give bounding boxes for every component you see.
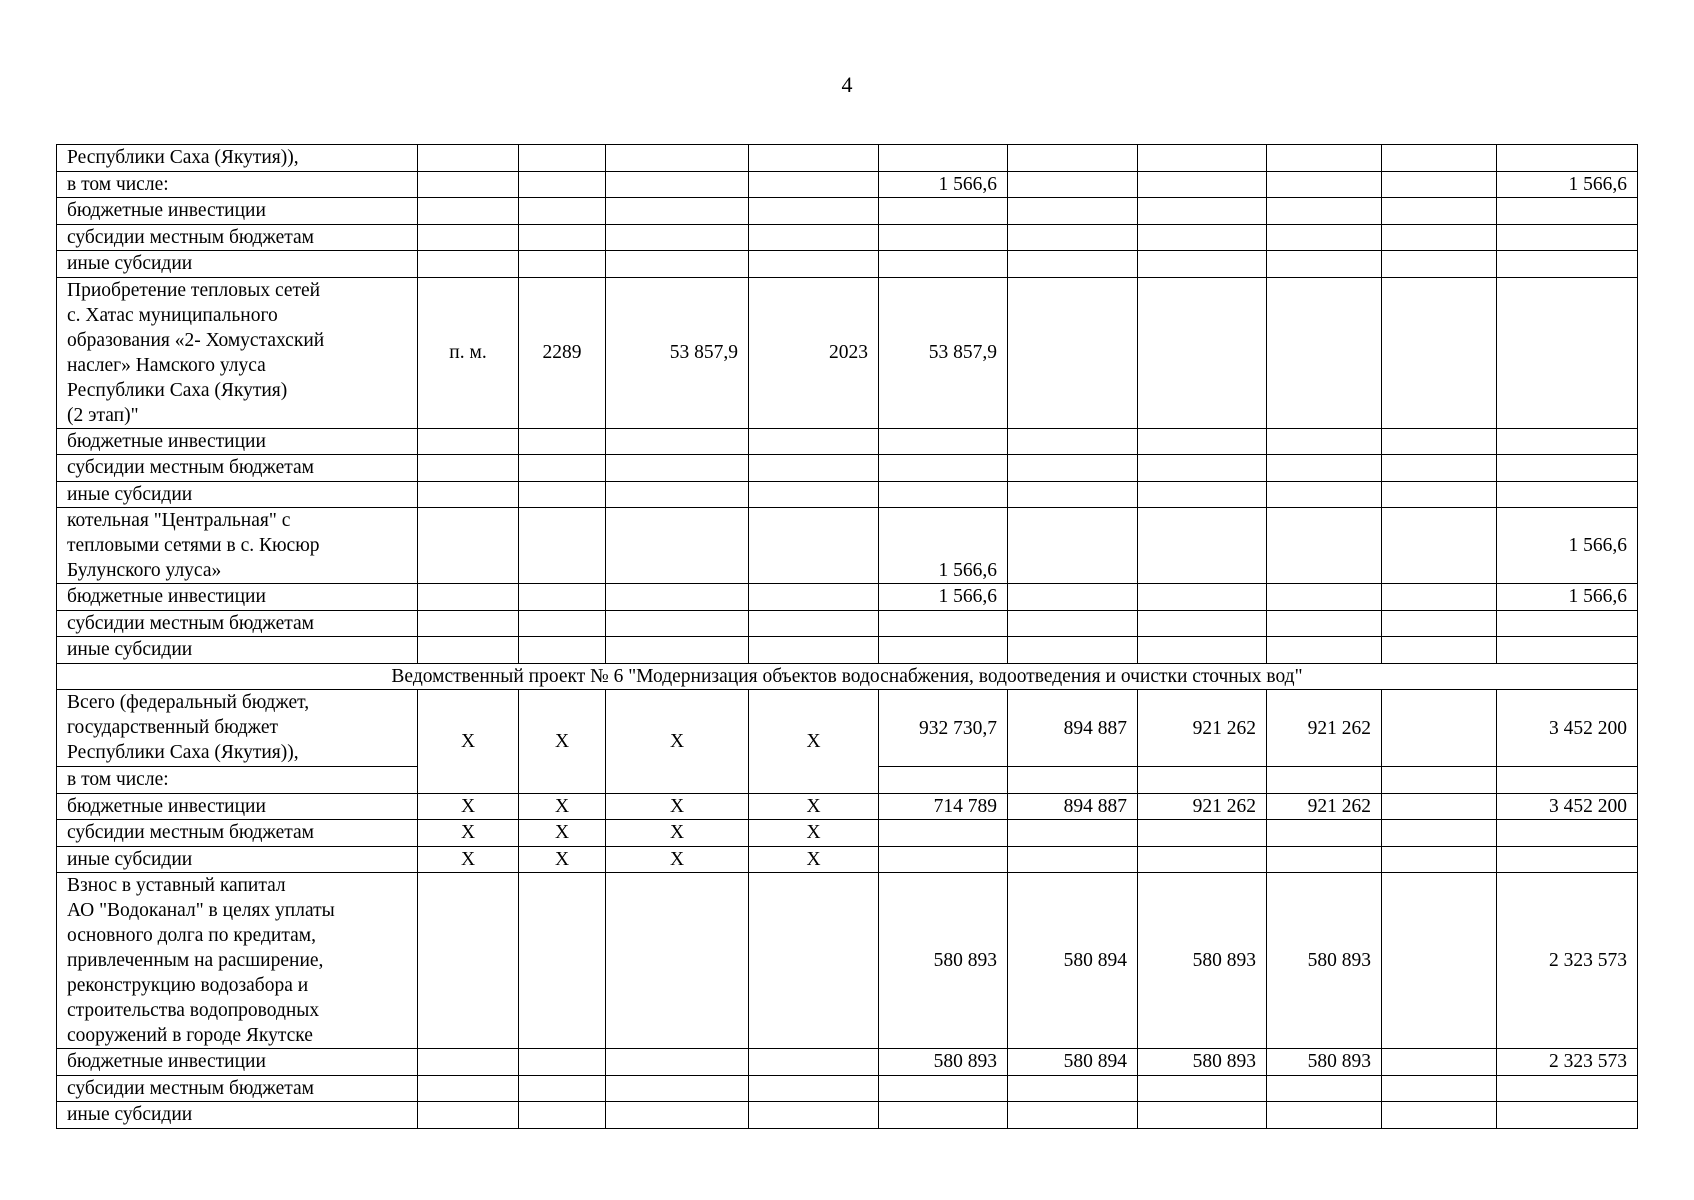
row-cell-c6: 894 887	[1008, 793, 1138, 820]
row-cell-c1	[418, 508, 519, 584]
row-label: субсидии местным бюджетам	[57, 610, 418, 637]
table-row	[57, 584, 1638, 611]
row-cell-c2: Х	[519, 820, 606, 847]
row-cell-c1	[418, 198, 519, 225]
row-cell-c5: 580 893	[879, 1049, 1008, 1076]
row-cell-c10	[1497, 610, 1638, 637]
row-label: иные субсидии	[57, 846, 418, 873]
row-label: иные субсидии	[57, 1102, 418, 1129]
row-label: иные субсидии	[57, 637, 418, 664]
row-cell-c5	[879, 251, 1008, 278]
row-cell-c1: п. м.	[418, 277, 519, 428]
row-cell-c8: 580 893	[1267, 1049, 1382, 1076]
row-cell-c8	[1267, 251, 1382, 278]
row-cell-c9	[1382, 171, 1497, 198]
row-cell-c9	[1382, 584, 1497, 611]
row-cell-c6	[1008, 846, 1138, 873]
table-row	[57, 610, 1638, 637]
row-label: котельная "Центральная" с тепловыми сетями в с. Кюсюр Булунского улуса»	[57, 508, 418, 584]
row-label: бюджетные инвестиции	[57, 198, 418, 225]
row-cell-c6: 580 894	[1008, 1049, 1138, 1076]
row-cell-c4	[749, 224, 879, 251]
row-cell-c4	[749, 428, 879, 455]
section-header-body	[57, 663, 1638, 690]
row-cell-c9	[1382, 1102, 1497, 1129]
row-cell-c4	[749, 145, 879, 172]
row-cell-c7	[1138, 820, 1267, 847]
row-cell-c3	[606, 455, 749, 482]
row-cell-c6: 580 894	[1008, 873, 1138, 1049]
row-cell-c7	[1138, 428, 1267, 455]
row-cell-c8	[1267, 428, 1382, 455]
row-label: бюджетные инвестиции	[57, 1049, 418, 1076]
row-cell-c5	[879, 820, 1008, 847]
row-cell-c1: Х	[418, 820, 519, 847]
row-cell-c1	[418, 251, 519, 278]
row-label: иные субсидии	[57, 251, 418, 278]
row-cell-c9	[1382, 277, 1497, 428]
row-cell-c3	[606, 584, 749, 611]
row-cell-c5	[879, 1102, 1008, 1129]
table-row	[57, 455, 1638, 482]
row-cell-c7	[1138, 1102, 1267, 1129]
row-label: бюджетные инвестиции	[57, 428, 418, 455]
row-cell-c4	[749, 637, 879, 664]
row-cell-c4	[749, 481, 879, 508]
row-cell-c8	[1267, 508, 1382, 584]
row-cell-c9	[1382, 145, 1497, 172]
total-row	[57, 690, 1638, 767]
row-cell-c10	[1497, 637, 1638, 664]
row-cell-c6	[1008, 1075, 1138, 1102]
row-cell-c1	[418, 145, 519, 172]
row-cell-c4	[749, 171, 879, 198]
row-cell-c4	[749, 455, 879, 482]
table-row	[57, 224, 1638, 251]
row-cell-c10: 1 566,6	[1497, 584, 1638, 611]
row-cell-c3	[606, 145, 749, 172]
row-cell-c4	[749, 1049, 879, 1076]
table-row	[57, 171, 1638, 198]
row-cell-c8	[1267, 224, 1382, 251]
row-cell-c4	[749, 873, 879, 1049]
row-cell-c6	[1008, 277, 1138, 428]
row-cell-c9	[1382, 198, 1497, 225]
row-cell-c6	[1008, 610, 1138, 637]
table-row	[57, 793, 1638, 820]
row-cell-c9	[1382, 508, 1497, 584]
row-cell-c2	[519, 873, 606, 1049]
page-number: 4	[841, 72, 853, 97]
row-cell-c9	[1382, 1049, 1497, 1076]
row-cell-c4	[749, 1075, 879, 1102]
total-c7: 921 262	[1138, 690, 1267, 767]
row-cell-c2	[519, 637, 606, 664]
row-cell-c2	[519, 224, 606, 251]
row-cell-c5	[879, 428, 1008, 455]
total-block	[57, 690, 1638, 794]
row-cell-c3: Х	[606, 793, 749, 820]
row-cell-c2	[519, 610, 606, 637]
row-label: бюджетные инвестиции	[57, 584, 418, 611]
row-cell-c1	[418, 171, 519, 198]
row-cell-c3	[606, 171, 749, 198]
table-row	[57, 277, 1638, 428]
table-row	[57, 846, 1638, 873]
row-cell-c5: 1 566,6	[879, 584, 1008, 611]
row-cell-c6	[1008, 584, 1138, 611]
empty-cell	[1497, 767, 1638, 794]
row-cell-c9	[1382, 224, 1497, 251]
row-cell-c2	[519, 1075, 606, 1102]
row-cell-c3	[606, 1049, 749, 1076]
row-cell-c1	[418, 481, 519, 508]
row-label: субсидии местным бюджетам	[57, 1075, 418, 1102]
row-label: Республики Саха (Якутия)),	[57, 145, 418, 172]
empty-cell	[1267, 767, 1382, 794]
row-cell-c5: 714 789	[879, 793, 1008, 820]
row-cell-c8	[1267, 455, 1382, 482]
row-cell-c2	[519, 198, 606, 225]
row-cell-c1	[418, 1102, 519, 1129]
row-cell-c1	[418, 455, 519, 482]
row-cell-c5	[879, 637, 1008, 664]
total-x2: Х	[519, 690, 606, 794]
row-cell-c1	[418, 584, 519, 611]
row-label: в том числе:	[57, 171, 418, 198]
row-label: Приобретение тепловых сетей с. Хатас муниципального образования «2- Хомустахский наслег» Намского улуса Республики Саха (Якутия) (2 этап)"	[57, 277, 418, 428]
row-cell-c7	[1138, 251, 1267, 278]
row-cell-c7	[1138, 846, 1267, 873]
row-cell-c4	[749, 251, 879, 278]
table-row	[57, 1075, 1638, 1102]
row-cell-c3	[606, 637, 749, 664]
row-cell-c2	[519, 508, 606, 584]
total-x4: Х	[749, 690, 879, 794]
row-cell-c3	[606, 428, 749, 455]
table-row	[57, 481, 1638, 508]
row-cell-c1	[418, 637, 519, 664]
table-row	[57, 637, 1638, 664]
empty-cell	[1382, 767, 1497, 794]
total-sub-name: в том числе:	[57, 767, 418, 794]
row-cell-c4	[749, 610, 879, 637]
section-header: Ведомственный проект № 6 "Модернизация объектов водоснабжения, водоотведения и очистки сточных вод"	[57, 663, 1638, 690]
row-cell-c9	[1382, 610, 1497, 637]
row-cell-c8	[1267, 637, 1382, 664]
row-cell-c8	[1267, 277, 1382, 428]
row-cell-c10	[1497, 820, 1638, 847]
row-cell-c10	[1497, 846, 1638, 873]
row-cell-c2	[519, 1102, 606, 1129]
row-cell-c9	[1382, 251, 1497, 278]
row-cell-c4: 2023	[749, 277, 879, 428]
row-cell-c8	[1267, 610, 1382, 637]
row-cell-c5	[879, 846, 1008, 873]
total-x1: Х	[418, 690, 519, 794]
row-cell-c7	[1138, 1075, 1267, 1102]
row-cell-c2	[519, 481, 606, 508]
row-cell-c3: Х	[606, 846, 749, 873]
row-cell-c5: 1 566,6	[879, 171, 1008, 198]
row-cell-c7: 580 893	[1138, 1049, 1267, 1076]
row-cell-c5	[879, 145, 1008, 172]
row-cell-c6	[1008, 1102, 1138, 1129]
row-cell-c10: 1 566,6	[1497, 171, 1638, 198]
row-cell-c7	[1138, 171, 1267, 198]
empty-cell	[1138, 767, 1267, 794]
row-cell-c5	[879, 455, 1008, 482]
total-c10: 3 452 200	[1497, 690, 1638, 767]
row-cell-c4: Х	[749, 820, 879, 847]
row-cell-c10: 1 566,6	[1497, 508, 1638, 584]
total-c8: 921 262	[1267, 690, 1382, 767]
row-label: субсидии местным бюджетам	[57, 820, 418, 847]
table-row	[57, 251, 1638, 278]
row-cell-c4	[749, 584, 879, 611]
row-cell-c6	[1008, 145, 1138, 172]
row-cell-c7	[1138, 224, 1267, 251]
row-cell-c7	[1138, 145, 1267, 172]
row-cell-c5: 53 857,9	[879, 277, 1008, 428]
row-cell-c1	[418, 1075, 519, 1102]
row-cell-c4	[749, 508, 879, 584]
row-cell-c5: 580 893	[879, 873, 1008, 1049]
row-cell-c7	[1138, 455, 1267, 482]
row-cell-c5	[879, 610, 1008, 637]
row-cell-c9	[1382, 455, 1497, 482]
row-label: Взнос в уставный капитал АО "Водоканал" в целях уплаты основного долга по кредитам, привлеченным на расширение, реконструкцию водозабора и строительства водопроводных сооружений в городе Якутске	[57, 873, 418, 1049]
row-cell-c3	[606, 224, 749, 251]
row-cell-c5	[879, 1075, 1008, 1102]
row-cell-c3: Х	[606, 820, 749, 847]
row-cell-c9	[1382, 1075, 1497, 1102]
empty-cell	[1008, 767, 1138, 794]
row-cell-c10	[1497, 428, 1638, 455]
row-cell-c6	[1008, 171, 1138, 198]
total-c5: 932 730,7	[879, 690, 1008, 767]
row-cell-c9	[1382, 846, 1497, 873]
row-cell-c3: 53 857,9	[606, 277, 749, 428]
row-cell-c7	[1138, 584, 1267, 611]
table-row	[57, 198, 1638, 225]
row-cell-c8	[1267, 846, 1382, 873]
row-cell-c3	[606, 1075, 749, 1102]
row-cell-c1	[418, 873, 519, 1049]
row-label: субсидии местным бюджетам	[57, 455, 418, 482]
row-cell-c8	[1267, 820, 1382, 847]
row-cell-c8	[1267, 481, 1382, 508]
section-header-row	[57, 663, 1638, 690]
row-cell-c7	[1138, 277, 1267, 428]
row-cell-c2: Х	[519, 793, 606, 820]
row-cell-c2: 2289	[519, 277, 606, 428]
row-cell-c3	[606, 508, 749, 584]
row-cell-c3	[606, 610, 749, 637]
row-cell-c1	[418, 610, 519, 637]
row-cell-c9	[1382, 428, 1497, 455]
row-cell-c10	[1497, 198, 1638, 225]
row-cell-c6	[1008, 251, 1138, 278]
row-cell-c1	[418, 1049, 519, 1076]
row-cell-c10	[1497, 224, 1638, 251]
row-cell-c7: 580 893	[1138, 873, 1267, 1049]
row-cell-c6	[1008, 508, 1138, 584]
row-cell-c2	[519, 1049, 606, 1076]
row-cell-c2: Х	[519, 846, 606, 873]
table-row	[57, 1049, 1638, 1076]
total-c9	[1382, 690, 1497, 767]
row-cell-c5	[879, 481, 1008, 508]
row-cell-c4: Х	[749, 846, 879, 873]
row-cell-c3	[606, 198, 749, 225]
row-cell-c3	[606, 251, 749, 278]
row-cell-c8	[1267, 1102, 1382, 1129]
row-cell-c3	[606, 1102, 749, 1129]
table-row	[57, 1102, 1638, 1129]
row-cell-c10	[1497, 251, 1638, 278]
row-cell-c10: 2 323 573	[1497, 1049, 1638, 1076]
table-row	[57, 873, 1638, 1049]
row-cell-c2	[519, 455, 606, 482]
total-x3: Х	[606, 690, 749, 794]
row-cell-c1	[418, 428, 519, 455]
row-cell-c8	[1267, 171, 1382, 198]
row-cell-c2	[519, 145, 606, 172]
table-body-top	[57, 145, 1638, 664]
row-cell-c10	[1497, 1102, 1638, 1129]
row-cell-c9	[1382, 793, 1497, 820]
row-cell-c10	[1497, 277, 1638, 428]
row-cell-c5	[879, 198, 1008, 225]
row-cell-c6	[1008, 481, 1138, 508]
row-cell-c7	[1138, 508, 1267, 584]
row-cell-c10: 2 323 573	[1497, 873, 1638, 1049]
row-cell-c2	[519, 251, 606, 278]
row-label: субсидии местным бюджетам	[57, 224, 418, 251]
row-cell-c10	[1497, 1075, 1638, 1102]
row-cell-c6	[1008, 428, 1138, 455]
row-cell-c10	[1497, 145, 1638, 172]
row-cell-c4	[749, 198, 879, 225]
row-cell-c8	[1267, 145, 1382, 172]
total-c6: 894 887	[1008, 690, 1138, 767]
table-row	[57, 508, 1638, 584]
row-cell-c1	[418, 224, 519, 251]
table-body-bottom	[57, 793, 1638, 1128]
row-cell-c7	[1138, 637, 1267, 664]
row-cell-c6	[1008, 820, 1138, 847]
row-cell-c4	[749, 1102, 879, 1129]
table-row	[57, 145, 1638, 172]
row-cell-c2	[519, 428, 606, 455]
row-cell-c8	[1267, 584, 1382, 611]
row-cell-c9	[1382, 873, 1497, 1049]
row-cell-c1: Х	[418, 793, 519, 820]
row-cell-c4: Х	[749, 793, 879, 820]
row-cell-c7	[1138, 481, 1267, 508]
row-cell-c10	[1497, 455, 1638, 482]
row-cell-c6	[1008, 455, 1138, 482]
table-row	[57, 820, 1638, 847]
row-cell-c9	[1382, 637, 1497, 664]
row-label: бюджетные инвестиции	[57, 793, 418, 820]
row-label: иные субсидии	[57, 481, 418, 508]
row-cell-c2	[519, 171, 606, 198]
row-cell-c10	[1497, 481, 1638, 508]
row-cell-c9	[1382, 820, 1497, 847]
row-cell-c2	[519, 584, 606, 611]
row-cell-c6	[1008, 637, 1138, 664]
empty-cell	[879, 767, 1008, 794]
row-cell-c8	[1267, 1075, 1382, 1102]
budget-table	[56, 144, 1638, 1129]
row-cell-c7: 921 262	[1138, 793, 1267, 820]
total-name: Всего (федеральный бюджет, государственный бюджет Республики Саха (Якутия)),	[57, 690, 418, 767]
row-cell-c5: 1 566,6	[879, 508, 1008, 584]
table-row	[57, 428, 1638, 455]
row-cell-c7	[1138, 198, 1267, 225]
row-cell-c6	[1008, 198, 1138, 225]
row-cell-c8	[1267, 198, 1382, 225]
row-cell-c1: Х	[418, 846, 519, 873]
row-cell-c3	[606, 481, 749, 508]
row-cell-c6	[1008, 224, 1138, 251]
row-cell-c7	[1138, 610, 1267, 637]
row-cell-c8: 921 262	[1267, 793, 1382, 820]
row-cell-c9	[1382, 481, 1497, 508]
row-cell-c5	[879, 224, 1008, 251]
row-cell-c8: 580 893	[1267, 873, 1382, 1049]
row-cell-c3	[606, 873, 749, 1049]
row-cell-c10: 3 452 200	[1497, 793, 1638, 820]
